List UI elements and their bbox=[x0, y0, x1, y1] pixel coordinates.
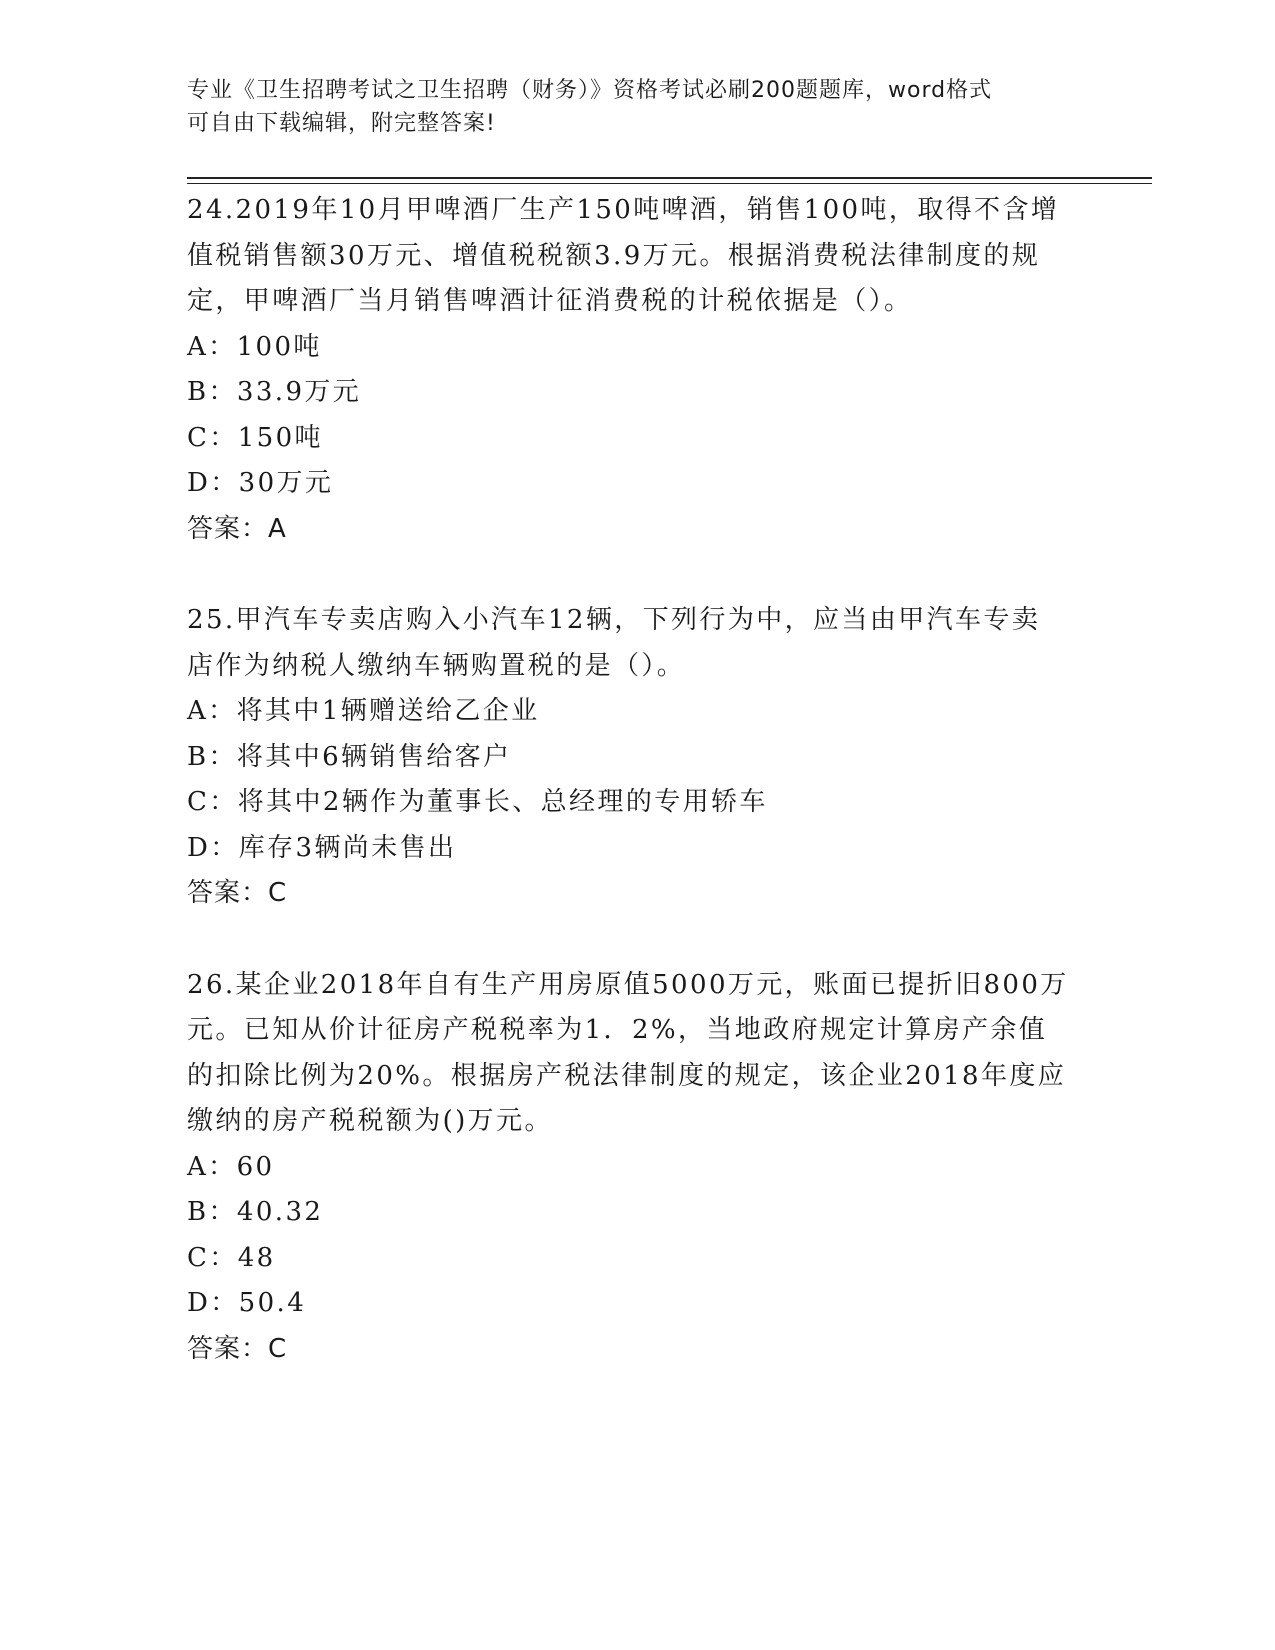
question-spacer bbox=[187, 552, 1087, 598]
answer-label: 答案：C bbox=[187, 878, 288, 908]
header-divider-thick bbox=[187, 177, 1152, 179]
document-header bbox=[187, 74, 1087, 140]
answer-label: 答案：A bbox=[187, 513, 287, 544]
answer-label: 答案：C bbox=[187, 1333, 288, 1364]
question-24 bbox=[187, 188, 1087, 552]
question-stem-line: 25.甲汽车专卖店购入小汽车12辆，下列行为中，应当由甲汽车专卖 bbox=[187, 605, 1041, 635]
question-list bbox=[187, 188, 1087, 1372]
header-divider-thin bbox=[187, 183, 1152, 184]
question-spacer bbox=[187, 917, 1087, 963]
header-line-2: 可自由下载编辑，附完整答案! bbox=[187, 111, 496, 136]
question-stem-line: 店作为纳税人缴纳车辆购置税的是（）。 bbox=[187, 650, 686, 681]
question-stem-line: 24.2019年10月甲啤酒厂生产150吨啤酒，销售100吨，取得不含增 bbox=[187, 195, 1060, 225]
question-stem-line: 定，甲啤酒厂当月销售啤酒计征消费税的计税依据是（）。 bbox=[187, 286, 913, 316]
question-stem-line: 的扣除比例为20%。根据房产税法律制度的规定，该企业2018年度应 bbox=[187, 1060, 1067, 1091]
option-b: B：33.9万元 bbox=[187, 377, 362, 407]
option-c: C：150吨 bbox=[187, 422, 323, 453]
question-stem-line: 缴纳的房产税税额为()万元。 bbox=[187, 1106, 553, 1136]
option-b: B：将其中6辆销售给客户 bbox=[187, 741, 512, 772]
question-26 bbox=[187, 963, 1087, 1373]
header-line-1: 专业《卫生招聘考试之卫生招聘（财务）》资格考试必刷200题题库，word格式 bbox=[187, 78, 993, 103]
question-stem-line: 元。已知从价计征房产税税率为1．2%，当地政府规定计算房产余值 bbox=[187, 1015, 1048, 1045]
option-d: D：50.4 bbox=[187, 1288, 307, 1318]
question-stem-line: 值税销售额30万元、增值税税额3.9万元。根据消费税法律制度的规 bbox=[187, 240, 1041, 271]
option-a: A：60 bbox=[187, 1151, 275, 1182]
question-stem-line: 26.某企业2018年自有生产用房原值5000万元，账面已提折旧800万 bbox=[187, 969, 1069, 1000]
question-25 bbox=[187, 598, 1087, 917]
option-d: D：库存3辆尚未售出 bbox=[187, 832, 457, 863]
option-d: D：30万元 bbox=[187, 468, 334, 498]
option-c: C：48 bbox=[187, 1242, 276, 1273]
option-b: B：40.32 bbox=[187, 1197, 324, 1227]
option-a: A：100吨 bbox=[187, 331, 322, 362]
option-c: C：将其中2辆作为董事长、总经理的专用轿车 bbox=[187, 787, 768, 817]
option-a: A：将其中1辆赠送给乙企业 bbox=[187, 696, 540, 726]
